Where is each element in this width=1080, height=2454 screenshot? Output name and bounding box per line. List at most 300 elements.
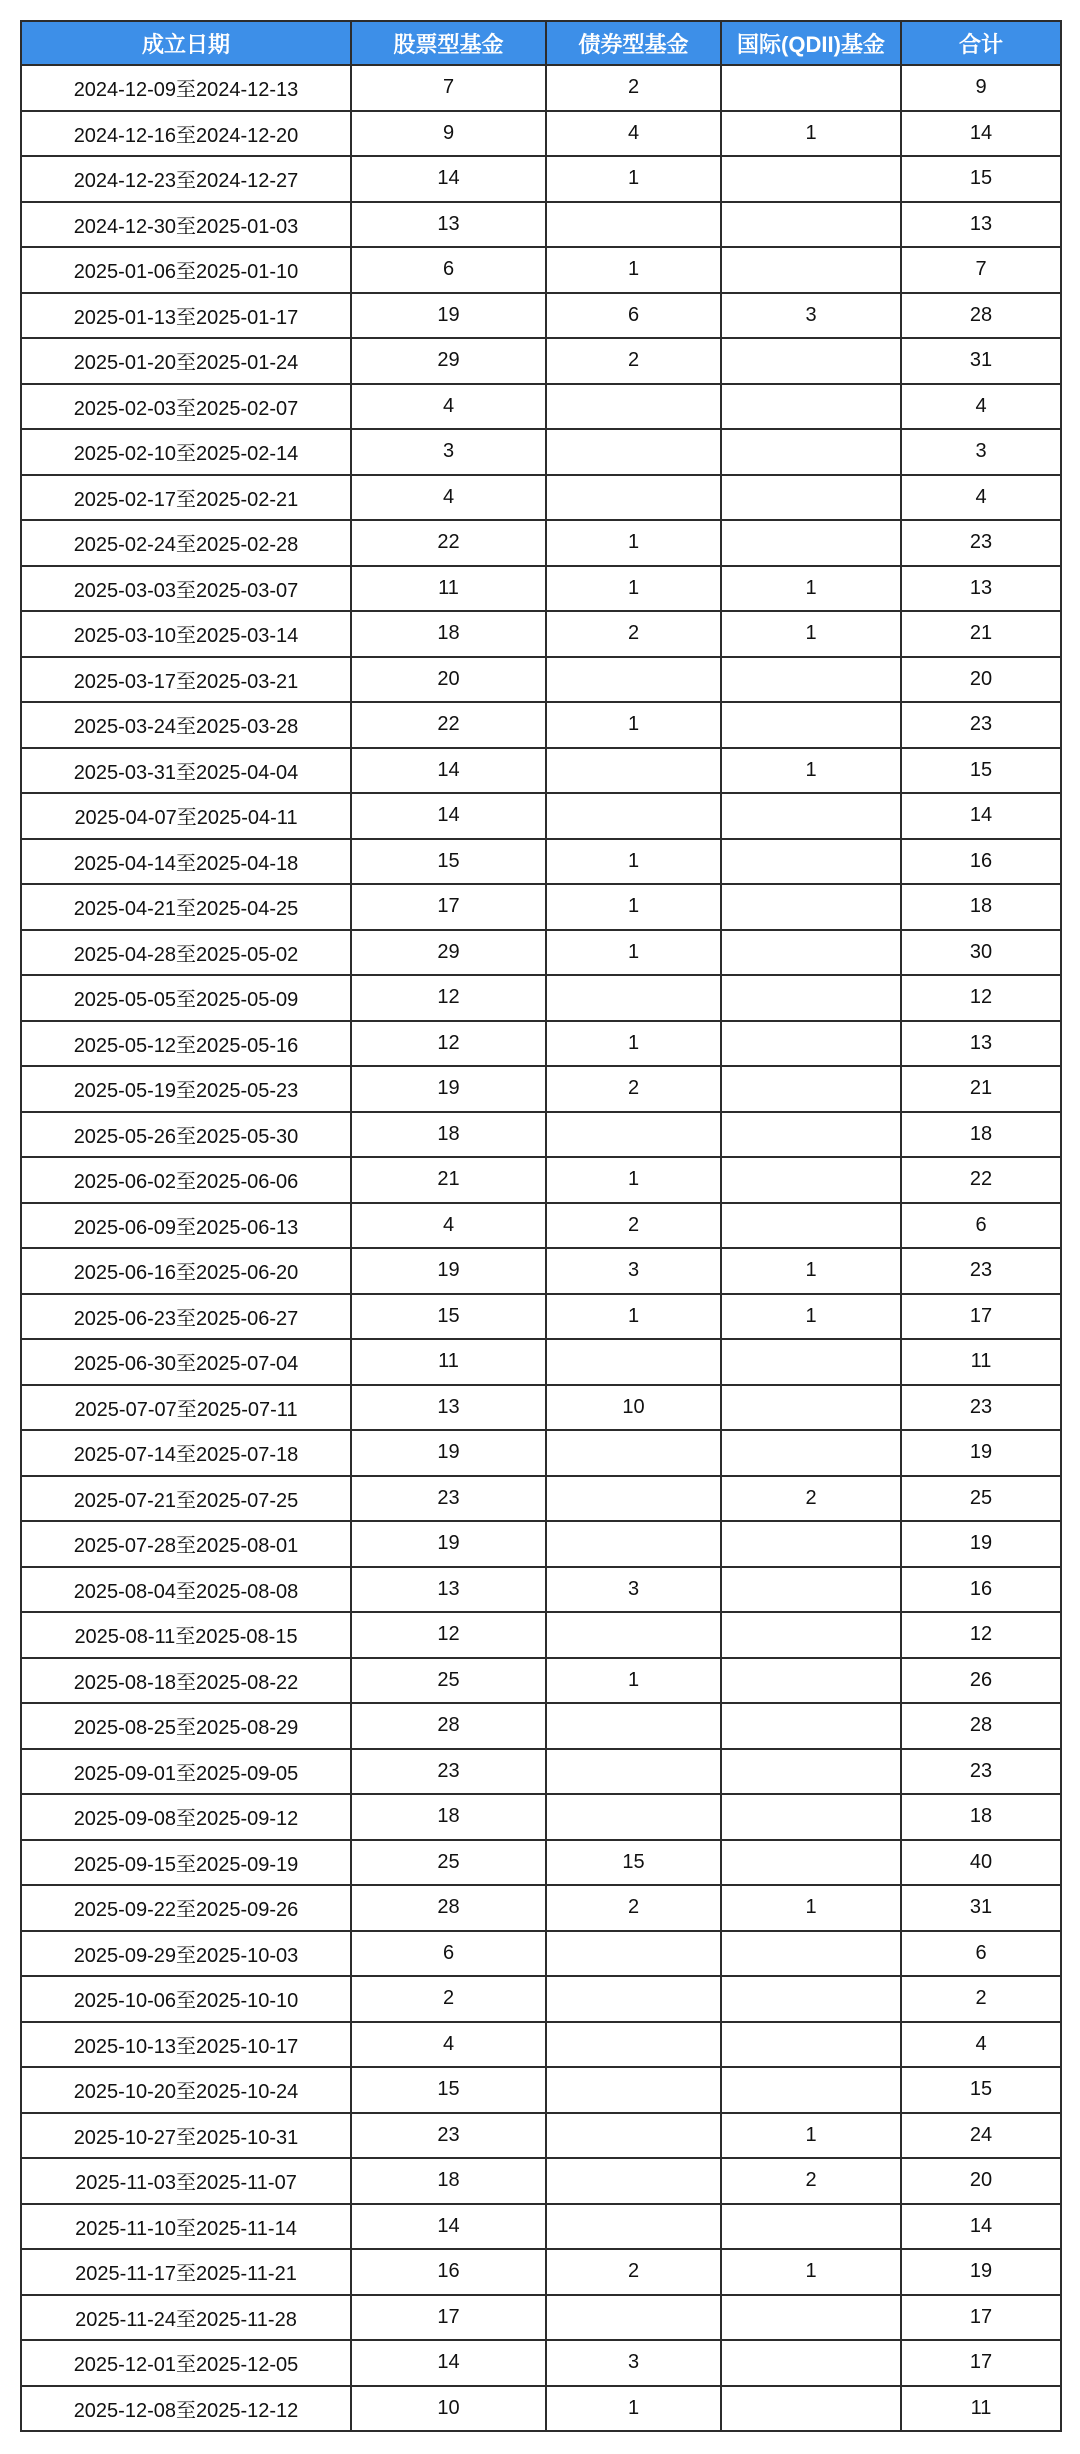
cell-date-range: 2025-07-28至2025-08-01 — [21, 1521, 351, 1567]
table-row — [21, 793, 1061, 839]
cell-qdii-count — [721, 884, 901, 930]
cell-qdii-count: 1 — [721, 1294, 901, 1340]
cell-date-range: 2025-02-24至2025-02-28 — [21, 520, 351, 566]
cell-qdii-count: 1 — [721, 1885, 901, 1931]
table-row — [21, 247, 1061, 293]
cell-total-count: 17 — [901, 1294, 1061, 1340]
table-row — [21, 1885, 1061, 1931]
cell-equity-count: 14 — [351, 2340, 546, 2386]
cell-date-range: 2025-06-30至2025-07-04 — [21, 1339, 351, 1385]
cell-bond-count — [546, 1703, 721, 1749]
cell-bond-count: 2 — [546, 2249, 721, 2295]
cell-total-count: 9 — [901, 65, 1061, 111]
cell-total-count: 23 — [901, 520, 1061, 566]
cell-bond-count: 3 — [546, 1248, 721, 1294]
cell-equity-count: 15 — [351, 839, 546, 885]
cell-bond-count: 1 — [546, 1157, 721, 1203]
cell-date-range: 2025-02-17至2025-02-21 — [21, 475, 351, 521]
cell-total-count: 18 — [901, 1794, 1061, 1840]
cell-equity-count: 13 — [351, 1567, 546, 1613]
cell-date-range: 2025-08-18至2025-08-22 — [21, 1658, 351, 1704]
cell-bond-count — [546, 429, 721, 475]
cell-equity-count: 12 — [351, 975, 546, 1021]
cell-bond-count — [546, 1931, 721, 1977]
cell-qdii-count — [721, 338, 901, 384]
table-row — [21, 1203, 1061, 1249]
table-row — [21, 338, 1061, 384]
table-row — [21, 1521, 1061, 1567]
cell-total-count: 21 — [901, 1066, 1061, 1112]
cell-total-count: 6 — [901, 1203, 1061, 1249]
cell-total-count: 31 — [901, 338, 1061, 384]
cell-qdii-count: 3 — [721, 293, 901, 339]
cell-bond-count — [546, 202, 721, 248]
cell-bond-count — [546, 1430, 721, 1476]
cell-total-count: 18 — [901, 1112, 1061, 1158]
cell-equity-count: 16 — [351, 2249, 546, 2295]
table-row — [21, 1658, 1061, 1704]
cell-bond-count — [546, 2295, 721, 2341]
cell-equity-count: 23 — [351, 1476, 546, 1522]
cell-equity-count: 7 — [351, 65, 546, 111]
cell-total-count: 12 — [901, 1612, 1061, 1658]
cell-bond-count: 1 — [546, 156, 721, 202]
cell-equity-count: 22 — [351, 702, 546, 748]
table-row — [21, 2067, 1061, 2113]
cell-equity-count: 19 — [351, 1066, 546, 1112]
cell-bond-count — [546, 2022, 721, 2068]
cell-bond-count: 15 — [546, 1840, 721, 1886]
cell-qdii-count — [721, 2386, 901, 2432]
cell-equity-count: 18 — [351, 2158, 546, 2204]
table-row — [21, 884, 1061, 930]
cell-date-range: 2025-03-24至2025-03-28 — [21, 702, 351, 748]
cell-equity-count: 28 — [351, 1703, 546, 1749]
cell-bond-count — [546, 793, 721, 839]
cell-date-range: 2025-12-01至2025-12-05 — [21, 2340, 351, 2386]
cell-equity-count: 14 — [351, 156, 546, 202]
table-row — [21, 1385, 1061, 1431]
cell-equity-count: 20 — [351, 657, 546, 703]
cell-qdii-count — [721, 65, 901, 111]
cell-qdii-count — [721, 1703, 901, 1749]
cell-equity-count: 18 — [351, 1112, 546, 1158]
cell-total-count: 26 — [901, 1658, 1061, 1704]
cell-bond-count: 1 — [546, 566, 721, 612]
cell-equity-count: 17 — [351, 884, 546, 930]
cell-date-range: 2025-05-12至2025-05-16 — [21, 1021, 351, 1067]
cell-total-count: 25 — [901, 1476, 1061, 1522]
cell-total-count: 15 — [901, 2067, 1061, 2113]
cell-date-range: 2025-07-21至2025-07-25 — [21, 1476, 351, 1522]
cell-date-range: 2025-03-10至2025-03-14 — [21, 611, 351, 657]
table-row — [21, 1567, 1061, 1613]
table-row — [21, 1840, 1061, 1886]
cell-bond-count: 1 — [546, 1021, 721, 1067]
cell-total-count: 28 — [901, 1703, 1061, 1749]
table-row — [21, 2295, 1061, 2341]
table-row — [21, 429, 1061, 475]
cell-total-count: 23 — [901, 1385, 1061, 1431]
cell-bond-count — [546, 657, 721, 703]
cell-date-range: 2024-12-23至2024-12-27 — [21, 156, 351, 202]
cell-equity-count: 14 — [351, 2204, 546, 2250]
cell-equity-count: 19 — [351, 293, 546, 339]
cell-bond-count: 1 — [546, 1294, 721, 1340]
header-bond-funds: 债券型基金 — [546, 21, 721, 65]
table-row — [21, 2113, 1061, 2159]
cell-bond-count: 1 — [546, 1658, 721, 1704]
cell-qdii-count — [721, 2204, 901, 2250]
cell-total-count: 13 — [901, 1021, 1061, 1067]
cell-total-count: 19 — [901, 1430, 1061, 1476]
cell-equity-count: 13 — [351, 202, 546, 248]
cell-total-count: 19 — [901, 2249, 1061, 2295]
cell-qdii-count: 1 — [721, 611, 901, 657]
cell-equity-count: 15 — [351, 2067, 546, 2113]
cell-qdii-count — [721, 2067, 901, 2113]
cell-date-range: 2025-04-07至2025-04-11 — [21, 793, 351, 839]
cell-equity-count: 2 — [351, 1976, 546, 2022]
cell-qdii-count — [721, 1976, 901, 2022]
cell-qdii-count — [721, 247, 901, 293]
cell-bond-count — [546, 475, 721, 521]
table-body — [21, 65, 1061, 2431]
cell-qdii-count — [721, 1157, 901, 1203]
cell-bond-count: 2 — [546, 1066, 721, 1112]
cell-bond-count: 4 — [546, 111, 721, 157]
cell-date-range: 2025-05-19至2025-05-23 — [21, 1066, 351, 1112]
cell-total-count: 11 — [901, 1339, 1061, 1385]
cell-qdii-count: 1 — [721, 2249, 901, 2295]
cell-bond-count: 3 — [546, 2340, 721, 2386]
cell-qdii-count — [721, 1840, 901, 1886]
table-row — [21, 930, 1061, 976]
cell-bond-count: 1 — [546, 884, 721, 930]
table-row — [21, 1749, 1061, 1795]
cell-qdii-count: 2 — [721, 1476, 901, 1522]
cell-date-range: 2025-07-07至2025-07-11 — [21, 1385, 351, 1431]
cell-total-count: 23 — [901, 1248, 1061, 1294]
cell-date-range: 2025-09-08至2025-09-12 — [21, 1794, 351, 1840]
cell-date-range: 2025-01-13至2025-01-17 — [21, 293, 351, 339]
cell-qdii-count — [721, 1021, 901, 1067]
cell-bond-count: 2 — [546, 1885, 721, 1931]
cell-date-range: 2024-12-30至2025-01-03 — [21, 202, 351, 248]
cell-bond-count — [546, 1976, 721, 2022]
cell-qdii-count — [721, 975, 901, 1021]
cell-date-range: 2025-06-23至2025-06-27 — [21, 1294, 351, 1340]
table-row — [21, 1339, 1061, 1385]
cell-equity-count: 6 — [351, 1931, 546, 1977]
cell-equity-count: 18 — [351, 611, 546, 657]
cell-date-range: 2024-12-16至2024-12-20 — [21, 111, 351, 157]
cell-date-range: 2025-09-01至2025-09-05 — [21, 1749, 351, 1795]
cell-qdii-count — [721, 384, 901, 430]
cell-bond-count: 1 — [546, 247, 721, 293]
cell-total-count: 23 — [901, 702, 1061, 748]
cell-total-count: 3 — [901, 429, 1061, 475]
cell-equity-count: 12 — [351, 1021, 546, 1067]
cell-equity-count: 11 — [351, 566, 546, 612]
cell-date-range: 2025-02-03至2025-02-07 — [21, 384, 351, 430]
cell-qdii-count — [721, 657, 901, 703]
cell-date-range: 2025-11-03至2025-11-07 — [21, 2158, 351, 2204]
cell-qdii-count — [721, 1339, 901, 1385]
cell-date-range: 2025-10-13至2025-10-17 — [21, 2022, 351, 2068]
cell-bond-count: 6 — [546, 293, 721, 339]
cell-bond-count — [546, 2113, 721, 2159]
cell-bond-count: 2 — [546, 338, 721, 384]
cell-equity-count: 14 — [351, 793, 546, 839]
cell-qdii-count — [721, 2340, 901, 2386]
table-row — [21, 65, 1061, 111]
cell-date-range: 2025-06-02至2025-06-06 — [21, 1157, 351, 1203]
cell-total-count: 20 — [901, 2158, 1061, 2204]
cell-bond-count — [546, 1794, 721, 1840]
cell-equity-count: 25 — [351, 1658, 546, 1704]
cell-qdii-count: 1 — [721, 111, 901, 157]
cell-equity-count: 19 — [351, 1248, 546, 1294]
cell-total-count: 11 — [901, 2386, 1061, 2432]
cell-equity-count: 25 — [351, 1840, 546, 1886]
cell-qdii-count: 1 — [721, 748, 901, 794]
cell-equity-count: 22 — [351, 520, 546, 566]
cell-bond-count — [546, 975, 721, 1021]
cell-total-count: 13 — [901, 566, 1061, 612]
cell-qdii-count: 1 — [721, 566, 901, 612]
table-row — [21, 111, 1061, 157]
cell-total-count: 22 — [901, 1157, 1061, 1203]
cell-qdii-count — [721, 1203, 901, 1249]
cell-total-count: 16 — [901, 1567, 1061, 1613]
cell-date-range: 2025-08-11至2025-08-15 — [21, 1612, 351, 1658]
cell-date-range: 2025-03-17至2025-03-21 — [21, 657, 351, 703]
cell-qdii-count: 2 — [721, 2158, 901, 2204]
cell-qdii-count: 1 — [721, 2113, 901, 2159]
cell-equity-count: 19 — [351, 1430, 546, 1476]
cell-bond-count: 2 — [546, 65, 721, 111]
cell-bond-count — [546, 2204, 721, 2250]
cell-equity-count: 9 — [351, 111, 546, 157]
header-row — [21, 21, 1061, 65]
table-row — [21, 384, 1061, 430]
cell-qdii-count — [721, 202, 901, 248]
cell-qdii-count: 1 — [721, 1248, 901, 1294]
table-row — [21, 702, 1061, 748]
table-row — [21, 1931, 1061, 1977]
cell-equity-count: 12 — [351, 1612, 546, 1658]
cell-date-range: 2025-04-28至2025-05-02 — [21, 930, 351, 976]
fund-table-container — [20, 20, 1060, 2432]
cell-date-range: 2025-10-27至2025-10-31 — [21, 2113, 351, 2159]
cell-total-count: 14 — [901, 2204, 1061, 2250]
cell-total-count: 24 — [901, 2113, 1061, 2159]
table-row — [21, 2204, 1061, 2250]
table-row — [21, 1976, 1061, 2022]
header-date-range: 成立日期 — [21, 21, 351, 65]
cell-bond-count — [546, 1521, 721, 1567]
cell-equity-count: 13 — [351, 1385, 546, 1431]
table-row — [21, 1476, 1061, 1522]
cell-equity-count: 21 — [351, 1157, 546, 1203]
table-row — [21, 1112, 1061, 1158]
cell-qdii-count — [721, 930, 901, 976]
cell-total-count: 14 — [901, 793, 1061, 839]
cell-date-range: 2025-01-20至2025-01-24 — [21, 338, 351, 384]
table-row — [21, 975, 1061, 1021]
cell-date-range: 2025-08-25至2025-08-29 — [21, 1703, 351, 1749]
cell-qdii-count — [721, 1794, 901, 1840]
cell-bond-count — [546, 748, 721, 794]
cell-total-count: 30 — [901, 930, 1061, 976]
cell-date-range: 2025-03-31至2025-04-04 — [21, 748, 351, 794]
cell-qdii-count — [721, 1066, 901, 1112]
cell-total-count: 23 — [901, 1749, 1061, 1795]
cell-total-count: 13 — [901, 202, 1061, 248]
cell-date-range: 2025-05-26至2025-05-30 — [21, 1112, 351, 1158]
cell-bond-count — [546, 2158, 721, 2204]
cell-total-count: 14 — [901, 111, 1061, 157]
cell-total-count: 31 — [901, 1885, 1061, 1931]
cell-qdii-count — [721, 702, 901, 748]
table-row — [21, 2022, 1061, 2068]
cell-date-range: 2025-10-06至2025-10-10 — [21, 1976, 351, 2022]
table-row — [21, 293, 1061, 339]
cell-date-range: 2025-02-10至2025-02-14 — [21, 429, 351, 475]
table-row — [21, 2249, 1061, 2295]
cell-total-count: 16 — [901, 839, 1061, 885]
cell-date-range: 2025-11-10至2025-11-14 — [21, 2204, 351, 2250]
cell-total-count: 15 — [901, 748, 1061, 794]
cell-total-count: 12 — [901, 975, 1061, 1021]
cell-bond-count: 2 — [546, 611, 721, 657]
cell-date-range: 2025-05-05至2025-05-09 — [21, 975, 351, 1021]
cell-equity-count: 29 — [351, 338, 546, 384]
cell-equity-count: 28 — [351, 1885, 546, 1931]
cell-date-range: 2025-08-04至2025-08-08 — [21, 1567, 351, 1613]
cell-qdii-count — [721, 2295, 901, 2341]
cell-equity-count: 23 — [351, 1749, 546, 1795]
cell-bond-count — [546, 1112, 721, 1158]
cell-total-count: 40 — [901, 1840, 1061, 1886]
table-header — [21, 21, 1061, 65]
table-row — [21, 1294, 1061, 1340]
cell-total-count: 18 — [901, 884, 1061, 930]
table-row — [21, 520, 1061, 566]
table-row — [21, 1248, 1061, 1294]
cell-equity-count: 15 — [351, 1294, 546, 1340]
table-row — [21, 1430, 1061, 1476]
cell-equity-count: 11 — [351, 1339, 546, 1385]
cell-qdii-count — [721, 1567, 901, 1613]
cell-date-range: 2025-09-22至2025-09-26 — [21, 1885, 351, 1931]
cell-qdii-count — [721, 1931, 901, 1977]
cell-bond-count — [546, 2067, 721, 2113]
cell-equity-count: 4 — [351, 1203, 546, 1249]
header-total: 合计 — [901, 21, 1061, 65]
cell-total-count: 4 — [901, 384, 1061, 430]
cell-equity-count: 10 — [351, 2386, 546, 2432]
table-row — [21, 1703, 1061, 1749]
cell-equity-count: 4 — [351, 475, 546, 521]
cell-total-count: 4 — [901, 2022, 1061, 2068]
cell-qdii-count — [721, 1521, 901, 1567]
cell-total-count: 4 — [901, 475, 1061, 521]
table-row — [21, 1157, 1061, 1203]
cell-equity-count: 3 — [351, 429, 546, 475]
cell-total-count: 19 — [901, 1521, 1061, 1567]
table-row — [21, 748, 1061, 794]
cell-bond-count: 2 — [546, 1203, 721, 1249]
cell-qdii-count — [721, 520, 901, 566]
cell-date-range: 2025-03-03至2025-03-07 — [21, 566, 351, 612]
table-row — [21, 611, 1061, 657]
header-equity-funds: 股票型基金 — [351, 21, 546, 65]
cell-date-range: 2025-04-14至2025-04-18 — [21, 839, 351, 885]
table-row — [21, 566, 1061, 612]
cell-total-count: 17 — [901, 2340, 1061, 2386]
cell-date-range: 2024-12-09至2024-12-13 — [21, 65, 351, 111]
cell-bond-count: 3 — [546, 1567, 721, 1613]
cell-equity-count: 6 — [351, 247, 546, 293]
cell-equity-count: 17 — [351, 2295, 546, 2341]
cell-equity-count: 23 — [351, 2113, 546, 2159]
cell-qdii-count — [721, 793, 901, 839]
cell-total-count: 2 — [901, 1976, 1061, 2022]
cell-bond-count — [546, 384, 721, 430]
cell-total-count: 15 — [901, 156, 1061, 202]
cell-qdii-count — [721, 475, 901, 521]
cell-bond-count — [546, 1339, 721, 1385]
cell-qdii-count — [721, 156, 901, 202]
table-row — [21, 2340, 1061, 2386]
table-row — [21, 1021, 1061, 1067]
table-row — [21, 657, 1061, 703]
cell-qdii-count — [721, 1112, 901, 1158]
cell-date-range: 2025-09-29至2025-10-03 — [21, 1931, 351, 1977]
table-row — [21, 156, 1061, 202]
cell-date-range: 2025-07-14至2025-07-18 — [21, 1430, 351, 1476]
table-row — [21, 2386, 1061, 2432]
cell-bond-count: 1 — [546, 702, 721, 748]
cell-total-count: 17 — [901, 2295, 1061, 2341]
table-row — [21, 1066, 1061, 1112]
cell-bond-count: 1 — [546, 2386, 721, 2432]
cell-qdii-count — [721, 2022, 901, 2068]
cell-bond-count: 1 — [546, 930, 721, 976]
cell-bond-count — [546, 1612, 721, 1658]
cell-qdii-count — [721, 429, 901, 475]
table-row — [21, 202, 1061, 248]
cell-date-range: 2025-11-24至2025-11-28 — [21, 2295, 351, 2341]
table-row — [21, 2158, 1061, 2204]
table-row — [21, 475, 1061, 521]
table-row — [21, 839, 1061, 885]
cell-date-range: 2025-01-06至2025-01-10 — [21, 247, 351, 293]
fund-establishment-table — [20, 20, 1062, 2432]
cell-total-count: 20 — [901, 657, 1061, 703]
header-qdii-funds: 国际(QDII)基金 — [721, 21, 901, 65]
cell-date-range: 2025-06-09至2025-06-13 — [21, 1203, 351, 1249]
cell-total-count: 7 — [901, 247, 1061, 293]
cell-total-count: 21 — [901, 611, 1061, 657]
cell-date-range: 2025-09-15至2025-09-19 — [21, 1840, 351, 1886]
cell-qdii-count — [721, 839, 901, 885]
cell-qdii-count — [721, 1430, 901, 1476]
cell-qdii-count — [721, 1749, 901, 1795]
cell-equity-count: 18 — [351, 1794, 546, 1840]
